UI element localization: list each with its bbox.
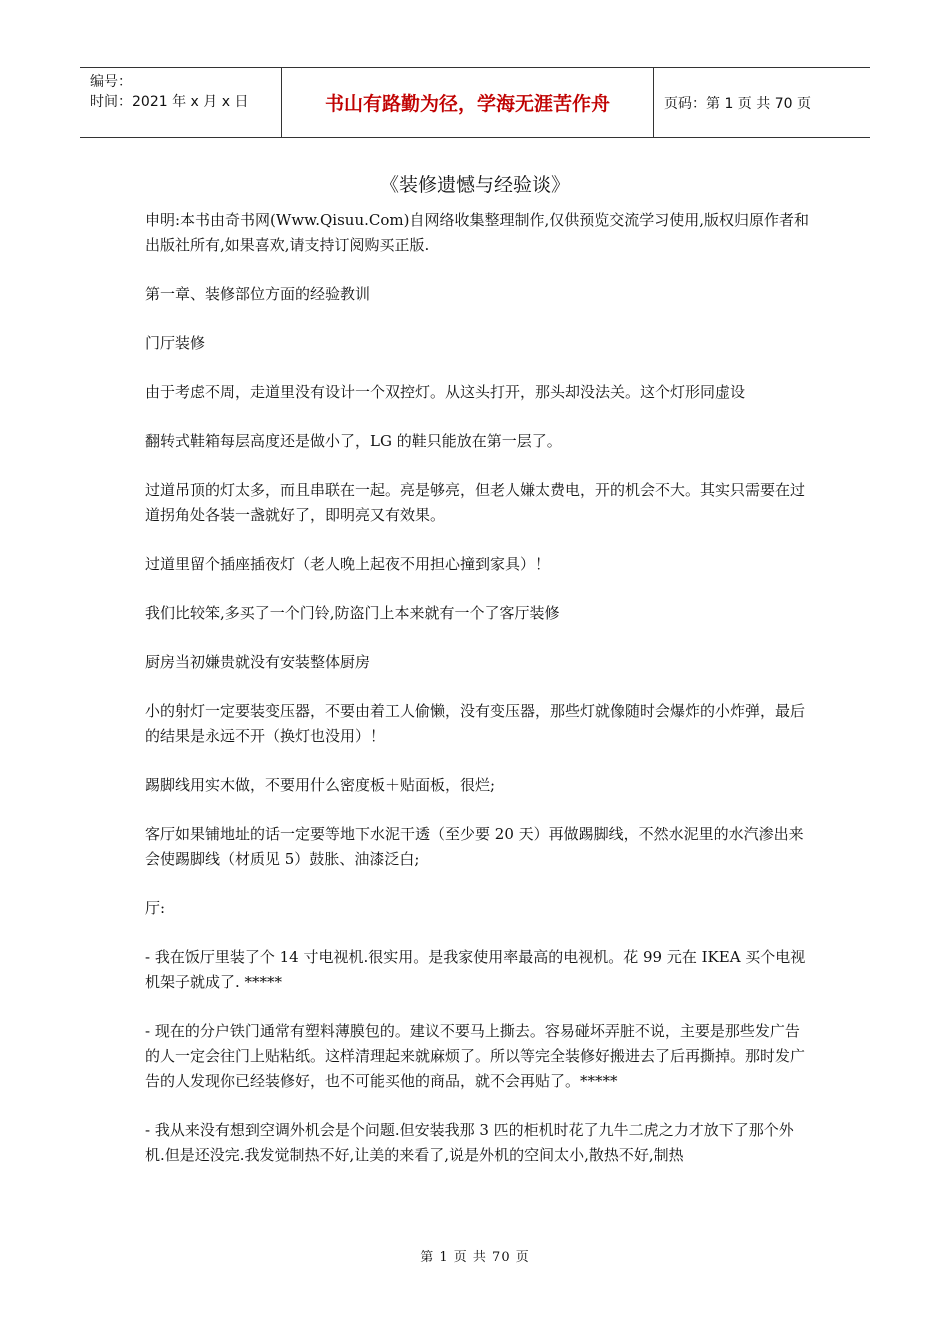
list-item: - 现在的分户铁门通常有塑料薄膜包的。建议不要马上撕去。容易碰坏弄脏不说，主要是那些发广告的人一定会往门上贴粘纸。这样清理起来就麻烦了。所以等完全装修好搬进去了后再撕掉。那时发广告的人发现你已经装修好，也不可能买他的商品，就不会再贴了。*****	[145, 1022, 806, 1090]
section-heading: 门厅装修	[145, 334, 206, 352]
document-title: 《装修遗憾与经验谈》	[379, 174, 570, 196]
paragraph: 踢脚线用实木做，不要用什么密度板＋贴面板，很烂;	[145, 776, 496, 794]
page-footer: 第 1 页 共 70 页	[420, 1250, 530, 1265]
header-page-info: 页码：第 1 页 共 70 页	[664, 95, 811, 112]
date-label: 时间：2021 年 x 月 x 日	[90, 94, 249, 110]
paragraph: 过道吊顶的灯太多，而且串联在一起。亮是够亮，但老人嫌太费电，开的机会不大。其实只需要在过道拐角处各装一盏就好了，即明亮又有效果。	[145, 481, 806, 524]
list-item: - 我从来没有想到空调外机会是个问题.但安装我那 3 匹的柜机时花了九牛二虎之力才放下了那个外机.但是还没完.我发觉制热不好,让美的来看了,说是外机的空间太小,散热不好,制热	[145, 1121, 794, 1164]
paragraph: 申明:本书由奇书网(Www.Qisuu.Com)自网络收集整理制作,仅供预览交流学习使用,版权归原作者和出版社所有,如果喜欢,请支持订阅购买正版.	[145, 211, 809, 254]
header-motto: 书山有路勤为径，学海无涯苦作舟	[282, 68, 654, 137]
paragraph: 小的射灯一定要装变压器，不要由着工人偷懒，没有变压器，那些灯就像随时会爆炸的小炸弹，最后的结果是永远不开（换灯也没用）！	[145, 702, 806, 745]
list-item: - 我在饭厅里装了个 14 寸电视机.很实用。是我家使用率最高的电视机。花 99 元在 IKEA 买个电视机架子就成了. *****	[145, 948, 806, 991]
section-heading: 厅:	[145, 899, 166, 917]
header-meta	[80, 68, 282, 137]
chapter-heading: 第一章、装修部位方面的经验教训	[145, 285, 371, 303]
paragraph: 过道里留个插座插夜灯（老人晚上起夜不用担心撞到家具）！	[145, 555, 551, 573]
paragraph: 我们比较笨,多买了一个门铃,防盗门上本来就有一个了客厅装修	[145, 604, 560, 622]
paragraph: 客厅如果铺地址的话一定要等地下水泥干透（至少要 20 天）再做踢脚线，不然水泥里的水汽渗出来会使踢脚线（材质见 5）鼓胀、油漆泛白;	[145, 825, 804, 868]
document-header	[80, 67, 870, 138]
paragraph: 厨房当初嫌贵就没有安装整体厨房	[145, 653, 371, 671]
paragraph: 由于考虑不周，走道里没有设计一个双控灯。从这头打开，那头却没法关。这个灯形同虚设	[145, 383, 746, 401]
document-body	[145, 208, 810, 1168]
number-label: 编号：	[90, 74, 132, 90]
paragraph: 翻转式鞋箱每层高度还是做小了，LG 的鞋只能放在第一层了。	[145, 432, 562, 450]
